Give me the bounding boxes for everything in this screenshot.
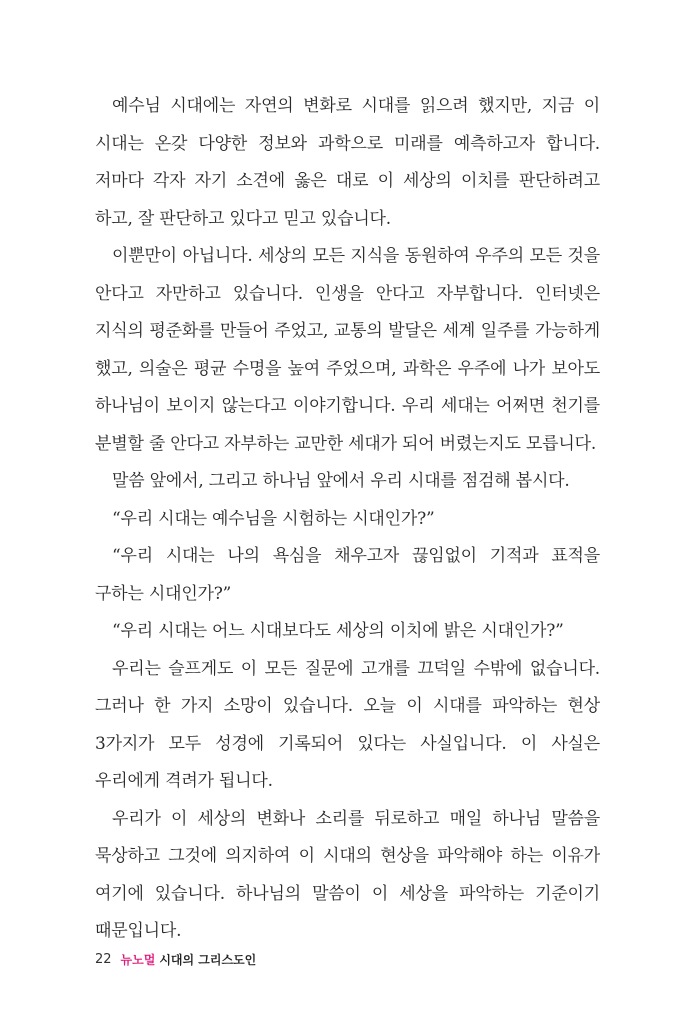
running-title xyxy=(121,951,257,968)
paragraph: 이뿐만이 아닙니다. 세상의 모든 지식을 동원하여 우주의 모든 것을 안다고 자만하고 있습니다. 인생을 안다고 자부합니다. 인터넷은 지식의 평준화를 만들어 주었고, 교통의 발달은 세계 일주를 가능하게 했고, 의술은 평균 수명을 높여 주었으며, 과학은 우주에 나가 보아도 하나님이 보이지 않는다고 이야기합니다. 우리 세대는 어쩌면 천기를 분별할 줄 안다고 자부하는 교만한 세대가 되어 버렸는지도 모릅니다. xyxy=(95,246,600,454)
paragraph: 우리가 이 세상의 변화나 소리를 뒤로하고 매일 하나님 말씀을 묵상하고 그것에 의지하여 이 시대의 현상을 파악해야 하는 이유가 여기에 있습니다. 하나님의 말씀이 이 세상을 파악하는 기준이기 때문입니다. xyxy=(95,808,600,941)
quote-paragraph: “우리 시대는 어느 시대보다도 세상의 이치에 밝은 시대인가?” xyxy=(112,621,564,641)
body-text xyxy=(95,88,600,951)
paragraph: 우리는 슬프게도 이 모든 질문에 고개를 끄덕일 수밖에 없습니다. 그러나 한 가지 소망이 있습니다. 오늘 이 시대를 파악하는 현상 3가지가 모두 성경에 기록되어 있다는 사실입니다. 이 사실은 우리에게 격려가 됩니다. xyxy=(95,658,600,791)
paragraph: 예수님 시대에는 자연의 변화로 시대를 읽으려 했지만, 지금 이 시대는 온갖 다양한 정보와 과학으로 미래를 예측하고자 합니다. 저마다 각자 자기 소견에 옳은 대로 이 세상의 이치를 판단하려고 하고, 잘 판단하고 있다고 믿고 있습니다. xyxy=(95,96,600,229)
quote-paragraph: “우리 시대는 예수님을 시험하는 시대인가?” xyxy=(112,508,435,529)
running-title-rest: 시대의 그리스도인 xyxy=(159,952,257,967)
quote-paragraph: “우리 시대는 나의 욕심을 채우고자 끊임없이 기적과 표적을 구하는 시대인가?” xyxy=(95,546,600,604)
running-title-accent: 뉴노멀 xyxy=(120,952,156,967)
paragraph: 말씀 앞에서, 그리고 하나님 앞에서 우리 시대를 점검해 봅시다. xyxy=(112,471,570,491)
page-number: 22 xyxy=(95,951,112,967)
page-footer xyxy=(95,949,256,969)
